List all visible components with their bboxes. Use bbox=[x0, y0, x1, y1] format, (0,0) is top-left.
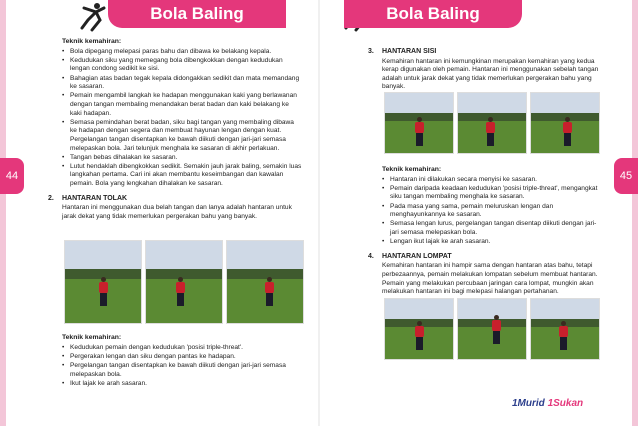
section-heading bbox=[48, 194, 302, 204]
right-page-number: 45 bbox=[614, 158, 638, 194]
jump-pass-photos bbox=[384, 298, 600, 360]
technique-heading: Teknik kemahiran: bbox=[62, 38, 122, 45]
list-item: • Kedudukan pemain dengan kedudukan 'posisi triple-threat'. bbox=[62, 344, 302, 353]
player-figure bbox=[99, 277, 108, 307]
player-figure bbox=[265, 277, 274, 307]
list-item: • Pemain daripada keadaan kedudukan 'posisi triple-threat', mengangkat siku tangan membaling menghala ke sasaran. bbox=[382, 185, 600, 202]
section-title: HANTARAN TOLAK bbox=[62, 194, 128, 202]
list-item: • Pergelangan tangan disentapkan ke bawah diikuti dengan jari-jari semasa melepaskan bola. bbox=[62, 362, 302, 379]
list-item: • Pada masa yang sama, pemain meluruskan lengan dan menghayunkannya ke sasaran. bbox=[382, 203, 600, 220]
right-technique-block bbox=[368, 166, 600, 297]
technique-heading: Teknik kemahiran: bbox=[382, 166, 442, 173]
left-technique-block-2 bbox=[62, 334, 302, 389]
right-page-title: Bola Baling bbox=[386, 4, 480, 23]
section-paragraph: Kemahiran hantaran ini kemungkinan merupakan kemahiran yang kedua kerap digunakan oleh pemain. Hantaran ini menggunakan sebelah tangan adalah untuk jarak dekat yang tidak memerlukan pergerakan bahu yang banyak. bbox=[382, 57, 599, 91]
page-gutter bbox=[318, 0, 320, 426]
right-edge-strip bbox=[632, 0, 638, 426]
section-paragraph: Kemahiran hantaran ini hampir sama dengan hantaran atas bahu, tetapi perbezaannya, pemain melakukan lompatan sebelum membuat hantaran. Pemain yang melakukan percubaan jaringan cara lompat, mungkin akan melakukan hantaran ini bagi melepasi halangan pertahanan. bbox=[382, 262, 598, 296]
technique-list bbox=[62, 48, 302, 189]
section-title: HANTARAN SISI bbox=[382, 48, 437, 55]
photo bbox=[457, 298, 527, 360]
photo bbox=[457, 92, 527, 154]
photo bbox=[226, 240, 304, 324]
photo bbox=[384, 298, 454, 360]
player-figure bbox=[563, 117, 572, 147]
left-edge-strip bbox=[0, 0, 6, 426]
player-figure bbox=[486, 117, 495, 147]
player-figure bbox=[559, 321, 568, 351]
thrower-figure-icon bbox=[78, 2, 108, 32]
list-item: • Bola dipegang melepasi paras bahu dan dibawa ke belakang kepala. bbox=[62, 48, 302, 57]
list-item: • Lengan ikut lajak ke arah sasaran. bbox=[382, 238, 600, 247]
brand-part-b: 1Sukan bbox=[547, 398, 584, 409]
technique-heading: Teknik kemahiran: bbox=[62, 334, 122, 341]
photo bbox=[384, 92, 454, 154]
footer-brand-logo bbox=[512, 398, 583, 409]
list-item: • Kedudukan siku yang memegang bola dibengkokkan dengan kedudukan lengan condong sedikit ke sisi. bbox=[62, 57, 302, 74]
list-item: • Bahagian atas badan tegak kepala didongakkan sedikit dan mata memandang ke sasaran. bbox=[62, 75, 302, 92]
push-pass-photos bbox=[64, 240, 304, 324]
brand-part-a: 1Murid bbox=[512, 398, 545, 409]
player-figure bbox=[415, 321, 424, 351]
left-column bbox=[48, 38, 302, 221]
list-item: • Semasa pemindahan berat badan, siku bagi tangan yang membaling dibawa ke hadapan dengan segera dan membuat hayunan lengan dengan kuat. Pergelangan tangan disentapkan ke bawah diikuti dengan jari-jari semasa melepaskan bola. Jari telunjuk menghala ke sasaran di akhir perlakuan. bbox=[62, 119, 302, 153]
section-number: 3. bbox=[368, 48, 374, 55]
list-item: • Pergerakan lengan dan siku dengan pantas ke hadapan. bbox=[62, 353, 302, 362]
list-item: • Pemain mengambil langkah ke hadapan menggunakan kaki yang berlawanan dengan tangan membaling menandakan berat badan dan kaki belakang ke kaki hadapan. bbox=[62, 92, 302, 118]
list-item: • Semasa lengan lurus, pergelangan tangan disentap diikuti dengan jari-jari semasa melepaskan bola. bbox=[382, 220, 600, 237]
photo bbox=[530, 92, 600, 154]
left-page-number: 44 bbox=[0, 158, 24, 194]
section-number: 4. bbox=[368, 252, 374, 260]
player-figure bbox=[176, 277, 185, 307]
photo bbox=[530, 298, 600, 360]
photo bbox=[145, 240, 223, 324]
technique-list bbox=[62, 344, 302, 389]
list-item: • Ikut lajak ke arah sasaran. bbox=[62, 380, 302, 389]
player-figure bbox=[492, 315, 501, 345]
list-item: • Lutut hendaklah dibengkokkan sedikit. Semakin jauh jarak baling, semakin luas langkahan pertama. Cari ini akan membantu keseimbangan dan kawalan pemain. Bola yang lengkahan dihalakan ke sasaran. bbox=[62, 163, 302, 189]
technique-list bbox=[382, 176, 600, 247]
section-paragraph: Hantaran ini menggunakan dua belah tangan dan lanya adalah hantaran untuk jarak dekat yang tidak memerlukan pergerakan bahu yang banyak. bbox=[62, 204, 292, 220]
section-title: HANTARAN LOMPAT bbox=[382, 252, 452, 260]
section-heading bbox=[368, 252, 600, 262]
photo bbox=[64, 240, 142, 324]
right-column-top bbox=[368, 48, 600, 92]
section-heading bbox=[368, 48, 600, 57]
list-item: • Hantaran ini dilakukan secara menyisi ke sasaran. bbox=[382, 176, 600, 185]
left-page-title: Bola Baling bbox=[150, 4, 244, 23]
list-item: • Tangan bebas dihalakan ke sasaran. bbox=[62, 154, 302, 163]
side-pass-photos bbox=[384, 92, 600, 154]
player-figure bbox=[415, 117, 424, 147]
section-number: 2. bbox=[48, 194, 54, 202]
